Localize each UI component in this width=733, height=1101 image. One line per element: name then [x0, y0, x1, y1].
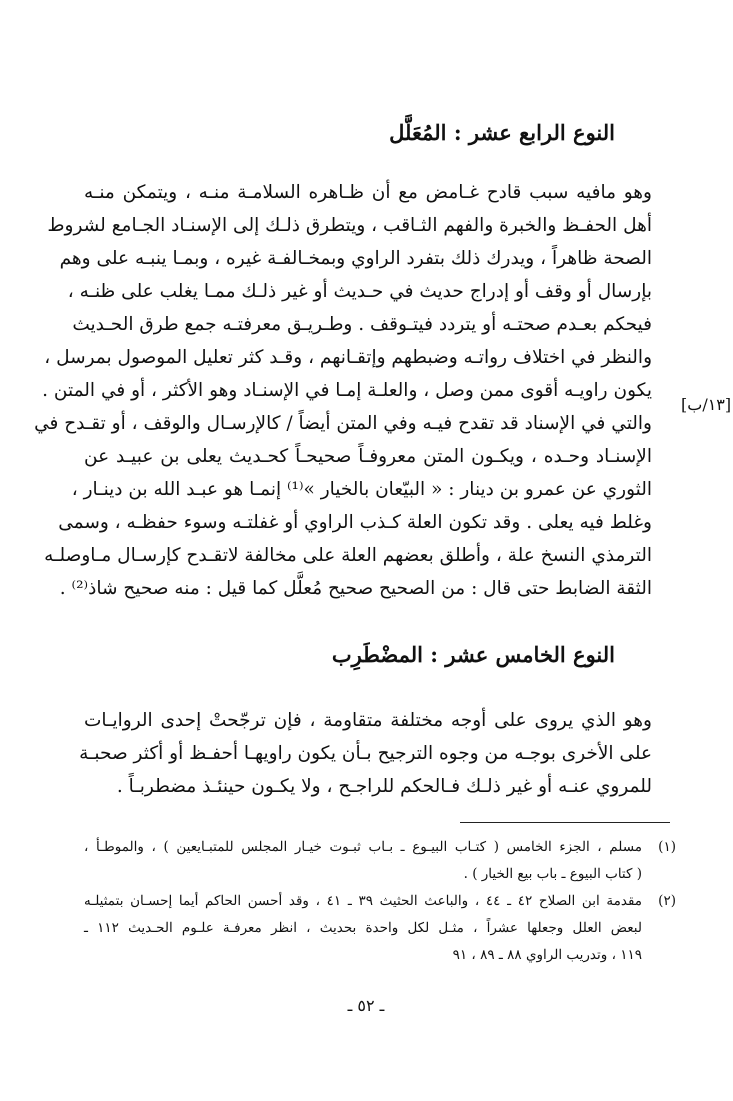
- text-line: وهو مافيه سبب قادح غـامض مع أن ظـاهره السلامـة منـه ، ويتمكن منـه: [84, 182, 652, 203]
- text-line: وغلط فيه يعلى . وقد تكون العلة كـذب الراوي أو غفلتـه وسوء حفظـه ، وسمى: [58, 512, 652, 533]
- text-line: فيحكم بعـدم صحتـه أو يتردد فيتـوقف . وطـريـق معرفتـه جمع طرق الحـديث: [72, 314, 652, 335]
- section-body-mudtarib: [79, 704, 652, 803]
- page-number: ـ ٥٢ ـ: [347, 996, 385, 1015]
- text-line: والتي في الإسناد قد تقدح فيـه وفي المتن أيضاً / كالإرسـال والوقف ، أو تقـدح في: [34, 413, 652, 434]
- text-line: الترمذي النسخ علة ، وأطلق بعضهم العلة على مخالفة لاتقـدح كإرسـال مـاوصلـه: [44, 545, 652, 566]
- text-line: أهل الحفـظ والخبرة والفهم الثـاقب ، ويتطرق ذلـك إلى الإسنـاد الجـامع لشروط: [47, 215, 652, 236]
- footnote-line: مسلم ، الجزء الخامس ( كتـاب البيـوع ـ بـاب ثبـوت خيـار المجلس للمتبـايعين ) ، والموطـأ ،: [84, 839, 642, 855]
- footnote-2: [84, 888, 676, 969]
- footnote-line: ١١٩ ، وتدريب الراوي ٨٨ ـ ٨٩ ، ٩١: [452, 947, 642, 963]
- footnote-text: [84, 888, 642, 969]
- text-line: يكون راويـه أقوى ممن وصل ، والعلـة إمـا في الإسنـاد وهو الأكثر ، أو في المتن .: [42, 380, 652, 401]
- section-heading-mudtarib: النوع الخامس عشر : المضْطَرِب: [331, 642, 615, 667]
- text-line: الثقة الضابط حتى قال : من الصحيح صحيح مُعلَّل كما قيل : منه صحيح شاذ⁽²⁾ .: [59, 578, 652, 599]
- footnote-line: ( كتاب البيوع ـ باب بيع الخيار ) .: [463, 866, 642, 882]
- margin-folio-note: [١٣/ب]: [681, 395, 732, 414]
- footnote-number: (١): [658, 839, 676, 855]
- footnote-1: [84, 834, 676, 888]
- footnotes: [84, 834, 676, 969]
- footnote-text: [84, 834, 642, 888]
- footnote-line: لبعض العلل وجعلها عشراً ، مثـل لكل واحدة بحديث ، انظر معرفـة علـوم الحـديث ١١٢ ـ: [84, 920, 642, 936]
- text-line: وهو الذي يروى على أوجه مختلفة متقاومة ، فإن ترجّحتْ إحدى الروايـات: [84, 710, 652, 731]
- text-line: بإرسال أو وقف أو إدراج حديث في حـديث أو غير ذلـك ممـا يغلب على ظنـه ،: [67, 281, 652, 302]
- text-line: للمروي عنـه أو غير ذلـك فـالحكم للراجـح ، ولا يكـون حينئـذ مضطربـاً .: [116, 776, 652, 797]
- footnote-divider: [460, 822, 670, 823]
- section-heading-mualal: النوع الرابع عشر : المُعَلَّل: [389, 120, 615, 145]
- section-body-mualal: [34, 176, 652, 605]
- text-line: والنظر في اختلاف رواتـه وضبطهم وإتقـانهم ، وقـد كثر تعليل الموصول بمرسل ،: [44, 347, 652, 368]
- text-line: على الأخرى بوجـه من وجوه الترجيح بـأن يكون راويهـا أحفـظ أو أكثر صحبـة: [79, 743, 652, 764]
- footnote-line: مقدمة ابن الصلاح ٤٢ ـ ٤٤ ، والباعث الحثيث ٣٩ ـ ٤١ ، وقد أحسن الحاكم أيما إحسـان بتمثيلـه: [84, 893, 643, 909]
- text-line: الصحة ظاهراً ، ويدرك ذلك بتفرد الراوي وبمخـالفـة غيره ، وبمـا ينبـه على وهم: [59, 248, 652, 269]
- text-line: الثوري عن عمرو بن دينار : « البيّعان بالخيار »⁽¹⁾ إنمـا هو عبـد الله بن دينـار ،: [71, 479, 652, 500]
- footnote-number: (٢): [658, 893, 676, 909]
- text-line: الإسنـاد وحـده ، ويكـون المتن معروفـاً صحيحـاً كحـديث يعلى بن عبيـد عن: [84, 446, 652, 467]
